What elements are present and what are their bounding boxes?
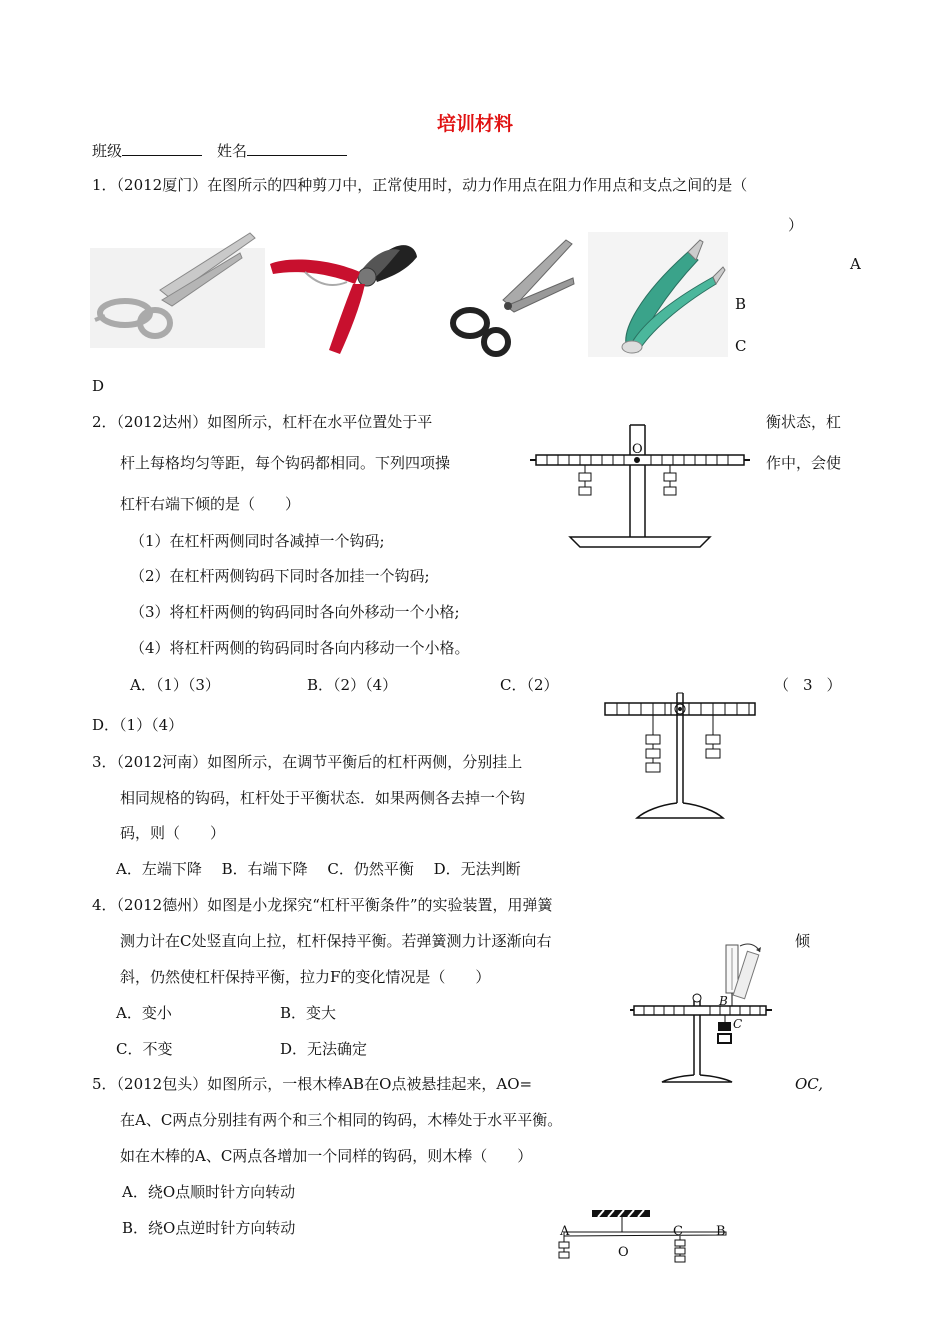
q2-line1b: 衡状态，杠 <box>766 413 842 431</box>
q5-label-a: A <box>560 1224 570 1239</box>
q4-label-b: B <box>719 994 728 1008</box>
q1-close: ） <box>788 216 804 234</box>
q3-line3: 码，则（ ） <box>120 824 226 842</box>
q2-item-4: （4）将杠杆两侧的钩码同时各向内移动一个小格。 <box>130 639 470 657</box>
class-field <box>92 141 202 161</box>
scissors-d-image <box>588 232 728 357</box>
q2-fulcrum-label: O <box>632 442 643 457</box>
q3-line1: 3．（2012河南）如图所示，在调节平衡后的杠杆两侧，分别挂上 <box>92 753 523 771</box>
scissors-a-image <box>90 228 265 348</box>
name-label: 姓名 <box>217 142 248 160</box>
q1-option-a: A <box>850 255 861 273</box>
q1-option-d: D <box>92 377 105 395</box>
scissors-b-image <box>265 232 420 357</box>
q3-lever-figure <box>605 693 755 823</box>
q4-lever-figure <box>630 940 775 1085</box>
q1-stem: 1．（2012厦门）在图所示的四种剪刀中，正常使用时，动力作用点在阻力作用点和支点之间的是（ <box>92 176 748 194</box>
q2-item-3: （3）将杠杆两侧的钩码同时各向外移动一个小格; <box>130 603 460 621</box>
q5-label-b: B <box>716 1224 726 1239</box>
class-blank <box>122 141 202 156</box>
q2-line3: 杠杆右端下倾的是（ ） <box>120 495 301 513</box>
q2-option-c-cont: （3） <box>774 676 856 694</box>
page-title: 培训材料 <box>436 113 513 135</box>
q2-line2b: 作中，会使 <box>766 454 842 472</box>
q2-line1a: 2．（2012达州）如图所示，杠杆在水平位置处于平 <box>92 413 433 431</box>
q4-line3: 斜，仍然使杠杆保持平衡，拉力F的变化情况是（ ） <box>120 968 491 986</box>
q1-option-b: B <box>735 295 747 313</box>
q5-label-o: O <box>618 1245 629 1260</box>
class-label: 班级 <box>92 142 123 160</box>
q2-option-d: D．（1）（4） <box>92 716 184 734</box>
q4-option-b: B．变大 <box>280 1004 337 1022</box>
q3-line2: 相同规格的钩码，杠杆处于平衡状态．如果两侧各去掉一个钩 <box>120 789 526 807</box>
q3-options: A．左端下降 B．右端下降 C．仍然平衡 D．无法判断 <box>116 860 521 878</box>
q5-option-a: A．绕O点顺时针方向转动 <box>122 1183 296 1201</box>
q5-line1a: 5．（2012包头）如图所示，一根木棒AB在O点被悬挂起来，AO= <box>92 1075 533 1093</box>
q5-label-c: C <box>673 1224 683 1239</box>
q4-label-c: C <box>733 1017 743 1031</box>
q5-rod-figure <box>550 1208 730 1268</box>
q1-option-c: C <box>735 337 747 355</box>
q4-line2a: 测力计在C处竖直向上拉，杠杆保持平衡。若弹簧测力计逐渐向右 <box>120 932 552 950</box>
q4-option-d: D．无法确定 <box>280 1040 368 1058</box>
q2-item-2: （2）在杠杆两侧钩码下同时各加挂一个钩码; <box>130 567 430 585</box>
q5-option-b: B．绕O点逆时针方向转动 <box>122 1219 296 1237</box>
name-blank <box>247 141 347 156</box>
q5-line3: 如在木棒的A、C两点各增加一个同样的钩码，则木棒（ ） <box>120 1147 533 1165</box>
q2-option-a: A．（1）（3） <box>130 676 220 694</box>
q5-line1b: OC, <box>795 1075 824 1093</box>
q4-option-a: A．变小 <box>116 1004 172 1022</box>
name-field <box>217 141 347 161</box>
q4-option-c: C．不变 <box>116 1040 173 1058</box>
q2-item-1: （1）在杠杆两侧同时各减掉一个钩码; <box>130 532 385 550</box>
q2-line2a: 杆上每格均匀等距，每个钩码都相同。下列四项操 <box>120 454 451 472</box>
q2-option-c: C．（2） <box>500 676 559 694</box>
scissors-c-image <box>448 238 578 360</box>
q4-line2b: 倾 <box>795 932 811 950</box>
q5-line2: 在A、C两点分别挂有两个和三个相同的钩码，木棒处于水平平衡。 <box>120 1111 563 1129</box>
q2-option-b: B．（2）（4） <box>307 676 398 694</box>
q4-line1: 4．（2012德州）如图是小龙探究“杠杆平衡条件”的实验装置，用弹簧 <box>92 896 553 914</box>
